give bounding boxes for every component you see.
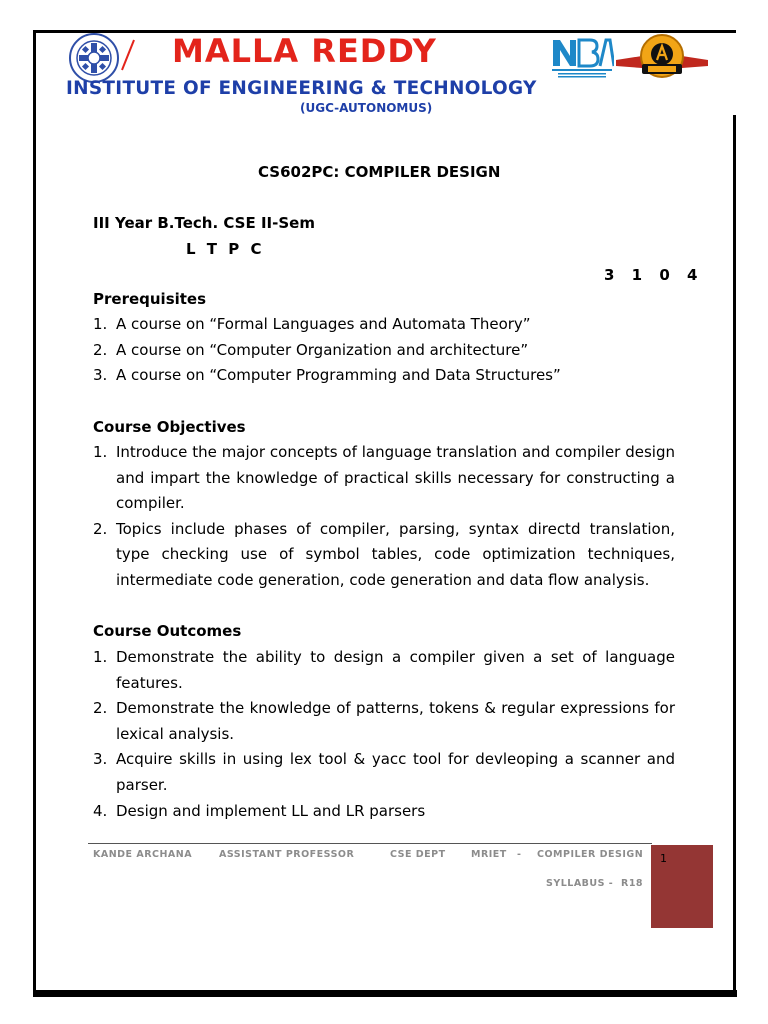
footer-designation: ASSISTANT PROFESSOR bbox=[219, 849, 355, 860]
institute-name-title: MALLA REDDY bbox=[172, 32, 437, 70]
list-item: 1. A course on “Formal Languages and Automata Theory” bbox=[93, 315, 531, 333]
page-border-bottom bbox=[33, 990, 737, 997]
footer-separator: - bbox=[517, 849, 522, 860]
prerequisites-list bbox=[93, 312, 675, 389]
page-border-left bbox=[33, 30, 36, 996]
institute-name-subtitle: INSTITUTE OF ENGINEERING & TECHNOLOGY bbox=[66, 77, 537, 99]
list-item: 4. Design and implement LL and LR parsers bbox=[93, 801, 426, 820]
footer-divider bbox=[88, 843, 652, 844]
list-item: 1. Demonstrate the ability to design a compiler given a set of language features. bbox=[93, 648, 675, 692]
page-border-right bbox=[733, 30, 736, 996]
course-outcomes-heading: Course Outcomes bbox=[93, 622, 242, 640]
footer-department: CSE DEPT bbox=[390, 849, 446, 860]
ltpc-credits: 3 1 0 4 bbox=[604, 266, 704, 284]
course-title: CS602PC: COMPILER DESIGN bbox=[258, 163, 501, 181]
list-item: 2. Demonstrate the knowledge of patterns, tokens & regular expressions for lexical analysis. bbox=[93, 699, 675, 743]
footer-subject: COMPILER DESIGN bbox=[537, 849, 644, 860]
nba-logo-icon bbox=[550, 36, 614, 80]
institute-ugc-status: (UGC-AUTONOMUS) bbox=[300, 101, 433, 115]
footer-college: MRIET bbox=[471, 849, 507, 860]
list-item: 3. Acquire skills in using lex tool & yacc tool for devleoping a scanner and parser. bbox=[93, 750, 675, 794]
list-item: 2. Topics include phases of compiler, parsing, syntax directd translation, type checking use of symbol tables, code optimization techniques, intermediate code generation, code generation and data flow analysis. bbox=[93, 519, 675, 589]
course-outcomes-list bbox=[93, 645, 675, 824]
prerequisites-heading: Prerequisites bbox=[93, 290, 207, 308]
page-number: 1 bbox=[660, 852, 667, 865]
course-objectives-list bbox=[93, 440, 675, 594]
list-item: 2. A course on “Computer Organization and architecture” bbox=[93, 340, 529, 359]
list-item: 3. A course on “Computer Programming and Data Structures” bbox=[93, 366, 561, 385]
list-item: 1. Introduce the major concepts of language translation and compiler design and impart the knowledge of practical skills necessary for constructing a compiler. bbox=[93, 443, 675, 513]
naac-a-grade-badge-icon bbox=[614, 34, 710, 80]
footer-regulation: R18 bbox=[621, 878, 644, 889]
course-objectives-heading: Course Objectives bbox=[93, 418, 246, 436]
footer-syllabus: SYLLABUS - bbox=[546, 878, 614, 889]
course-year-semester: III Year B.Tech. CSE II-Sem bbox=[93, 214, 315, 232]
footer-author: KANDE ARCHANA bbox=[93, 849, 193, 860]
ltpc-label: L T P C bbox=[186, 240, 265, 258]
